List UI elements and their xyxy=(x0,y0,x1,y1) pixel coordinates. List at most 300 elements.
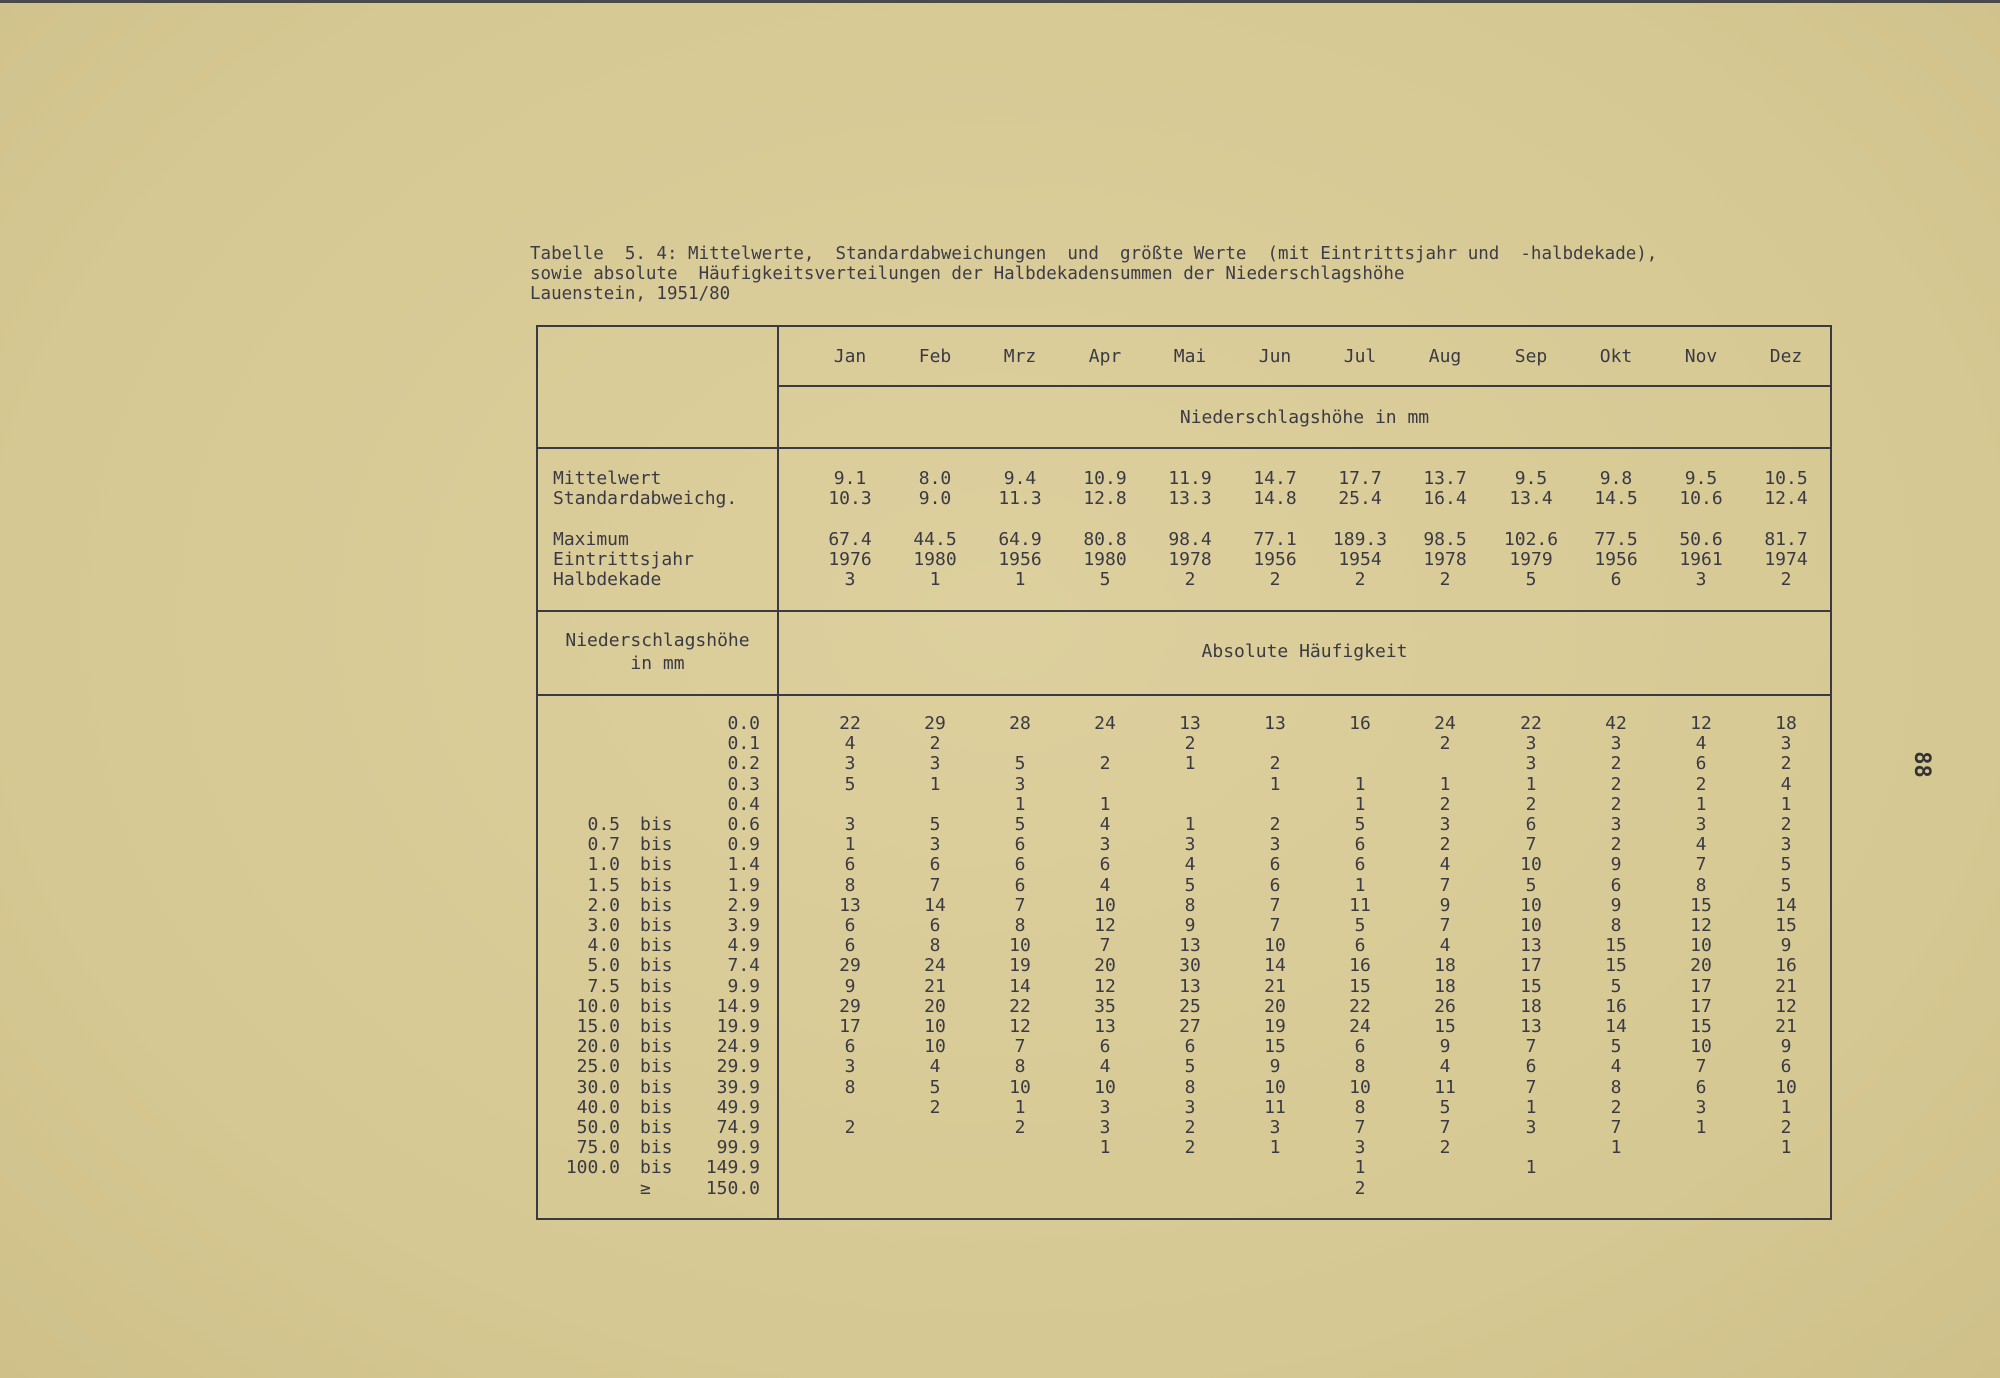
class-upper: 0.2 xyxy=(727,753,760,774)
freq-cell-sep: 10 xyxy=(1520,915,1542,936)
freq-cell-mai: 2 xyxy=(1184,1117,1196,1138)
freq-cell-mai: 8 xyxy=(1184,895,1196,916)
class-bis: bis xyxy=(640,1157,673,1178)
freq-cell-aug: 2 xyxy=(1439,1137,1451,1158)
class-upper: 150.0 xyxy=(705,1178,760,1199)
freq-cell-mrz: 12 xyxy=(1009,1016,1031,1037)
month-header-sep: Sep xyxy=(1514,346,1548,367)
freq-cell-apr: 12 xyxy=(1094,976,1116,997)
mittelwert-label: Mittelwert xyxy=(553,468,662,489)
stat-mittelwert-sep: 9.5 xyxy=(1514,468,1548,489)
stat-mittelwert-aug: 13.7 xyxy=(1423,468,1467,489)
freq-cell-dez: 1 xyxy=(1780,1137,1792,1158)
stat-std-okt: 14.5 xyxy=(1594,488,1638,509)
freq-cell-jul: 16 xyxy=(1349,955,1371,976)
class-upper: 0.6 xyxy=(727,814,760,835)
freq-cell-jun: 6 xyxy=(1269,875,1281,896)
freq-cell-jun: 10 xyxy=(1264,1077,1286,1098)
freq-cell-jan: 17 xyxy=(839,1016,861,1037)
freq-cell-sep: 18 xyxy=(1520,996,1542,1017)
stat-max-dez: 81.7 xyxy=(1764,529,1808,550)
freq-cell-dez: 3 xyxy=(1780,834,1792,855)
freq-cell-sep: 6 xyxy=(1525,1056,1537,1077)
class-lower: 1.0 xyxy=(587,854,620,875)
class-bis: bis xyxy=(640,955,673,976)
freq-cell-jun: 13 xyxy=(1264,713,1286,734)
month-header-okt: Okt xyxy=(1599,346,1633,367)
freq-cell-sep: 1 xyxy=(1525,774,1537,795)
stat-std-mrz: 11.3 xyxy=(998,488,1042,509)
freq-cell-feb: 1 xyxy=(929,774,941,795)
freq-cell-feb: 7 xyxy=(929,875,941,896)
freq-cell-okt: 3 xyxy=(1610,733,1622,754)
freq-cell-mrz: 8 xyxy=(1014,915,1026,936)
freq-cell-aug: 26 xyxy=(1434,996,1456,1017)
freq-cell-jan: 3 xyxy=(844,1056,856,1077)
freq-cell-sep: 7 xyxy=(1525,1036,1537,1057)
freq-cell-sep: 22 xyxy=(1520,713,1542,734)
freq-cell-mrz: 7 xyxy=(1014,895,1026,916)
freq-cell-dez: 1 xyxy=(1780,794,1792,815)
stat-max-nov: 50.6 xyxy=(1679,529,1723,550)
stat-std-mai: 13.3 xyxy=(1168,488,1212,509)
freq-cell-mrz: 5 xyxy=(1014,753,1026,774)
rule-right xyxy=(1830,325,1832,1220)
stat-std-aug: 16.4 xyxy=(1423,488,1467,509)
class-lower: 100.0 xyxy=(565,1157,620,1178)
freq-cell-feb: 20 xyxy=(924,996,946,1017)
freq-cell-jun: 10 xyxy=(1264,935,1286,956)
freq-cell-jun: 9 xyxy=(1269,1056,1281,1077)
rule-bottom xyxy=(536,1218,1832,1220)
rule-under-stats xyxy=(536,610,1832,612)
stat-hd-feb: 1 xyxy=(929,569,941,590)
freq-cell-apr: 13 xyxy=(1094,1016,1116,1037)
freq-cell-nov: 6 xyxy=(1695,753,1707,774)
class-bis: bis xyxy=(640,996,673,1017)
freq-cell-okt: 15 xyxy=(1605,935,1627,956)
freq-cell-feb: 10 xyxy=(924,1016,946,1037)
freq-cell-apr: 6 xyxy=(1099,1036,1111,1057)
stat-jahr-feb: 1980 xyxy=(913,549,957,570)
freq-cell-aug: 1 xyxy=(1439,774,1451,795)
stat-mittelwert-nov: 9.5 xyxy=(1684,468,1718,489)
freq-cell-jun: 21 xyxy=(1264,976,1286,997)
class-bis: bis xyxy=(640,1117,673,1138)
freq-cell-mai: 25 xyxy=(1179,996,1201,1017)
freq-cell-sep: 10 xyxy=(1520,895,1542,916)
stat-jahr-okt: 1956 xyxy=(1594,549,1638,570)
freq-cell-nov: 3 xyxy=(1695,814,1707,835)
page-number: 88 xyxy=(1908,751,1934,778)
class-bis: bis xyxy=(640,915,673,936)
freq-cell-okt: 14 xyxy=(1605,1016,1627,1037)
freq-cell-sep: 13 xyxy=(1520,1016,1542,1037)
freq-cell-mai: 13 xyxy=(1179,935,1201,956)
freq-cell-jan: 6 xyxy=(844,1036,856,1057)
freq-cell-jun: 15 xyxy=(1264,1036,1286,1057)
freq-cell-jun: 3 xyxy=(1269,1117,1281,1138)
freq-cell-dez: 21 xyxy=(1775,1016,1797,1037)
freq-cell-jun: 19 xyxy=(1264,1016,1286,1037)
freq-cell-nov: 1 xyxy=(1695,794,1707,815)
freq-cell-feb: 6 xyxy=(929,915,941,936)
stat-std-sep: 13.4 xyxy=(1509,488,1553,509)
freq-cell-jul: 8 xyxy=(1354,1056,1366,1077)
class-upper: 99.9 xyxy=(716,1137,760,1158)
stat-mittelwert-dez: 10.5 xyxy=(1764,468,1808,489)
stat-max-jan: 67.4 xyxy=(828,529,872,550)
freq-cell-feb: 2 xyxy=(929,733,941,754)
rule-under-freq-header xyxy=(536,694,1832,696)
stat-std-jun: 14.8 xyxy=(1253,488,1297,509)
freq-cell-mrz: 1 xyxy=(1014,794,1026,815)
class-upper: 149.9 xyxy=(705,1157,760,1178)
freq-cell-mai: 2 xyxy=(1184,1137,1196,1158)
rule-divider xyxy=(777,325,779,1220)
freq-cell-dez: 1 xyxy=(1780,1097,1792,1118)
freq-cell-aug: 4 xyxy=(1439,935,1451,956)
freq-cell-okt: 2 xyxy=(1610,1097,1622,1118)
class-lower: 2.0 xyxy=(587,895,620,916)
rule-left xyxy=(536,325,538,1220)
class-upper: 0.3 xyxy=(727,774,760,795)
stat-jahr-dez: 1974 xyxy=(1764,549,1808,570)
freq-cell-mrz: 10 xyxy=(1009,935,1031,956)
freq-cell-jul: 7 xyxy=(1354,1117,1366,1138)
freq-cell-jun: 20 xyxy=(1264,996,1286,1017)
freq-cell-jul: 1 xyxy=(1354,875,1366,896)
freq-cell-mai: 4 xyxy=(1184,854,1196,875)
freq-cell-feb: 4 xyxy=(929,1056,941,1077)
freq-cell-mrz: 6 xyxy=(1014,834,1026,855)
class-bis: bis xyxy=(640,895,673,916)
freq-cell-nov: 12 xyxy=(1690,713,1712,734)
class-upper: 49.9 xyxy=(716,1097,760,1118)
freq-cell-jan: 13 xyxy=(839,895,861,916)
class-bis: bis xyxy=(640,814,673,835)
stat-hd-jun: 2 xyxy=(1269,569,1281,590)
class-bis: bis xyxy=(640,834,673,855)
freq-cell-feb: 5 xyxy=(929,1077,941,1098)
class-bis: bis xyxy=(640,1137,673,1158)
class-lower: 7.5 xyxy=(587,976,620,997)
freq-cell-jun: 7 xyxy=(1269,915,1281,936)
stat-std-dez: 12.4 xyxy=(1764,488,1808,509)
freq-cell-sep: 17 xyxy=(1520,955,1542,976)
freq-cell-nov: 3 xyxy=(1695,1097,1707,1118)
freq-cell-sep: 2 xyxy=(1525,794,1537,815)
stat-mittelwert-mai: 11.9 xyxy=(1168,468,1212,489)
freq-cell-jan: 5 xyxy=(844,774,856,795)
class-bis: bis xyxy=(640,1036,673,1057)
freq-cell-jan: 4 xyxy=(844,733,856,754)
freq-cell-dez: 15 xyxy=(1775,915,1797,936)
stat-hd-sep: 5 xyxy=(1525,569,1537,590)
freq-cell-okt: 9 xyxy=(1610,854,1622,875)
freq-cell-feb: 24 xyxy=(924,955,946,976)
freq-cell-okt: 5 xyxy=(1610,1036,1622,1057)
freq-cell-aug: 7 xyxy=(1439,915,1451,936)
freq-cell-nov: 6 xyxy=(1695,1077,1707,1098)
freq-header: Absolute Häufigkeit xyxy=(1201,641,1408,662)
class-lower: 25.0 xyxy=(576,1056,620,1077)
freq-cell-mrz: 1 xyxy=(1014,1097,1026,1118)
freq-cell-sep: 7 xyxy=(1525,834,1537,855)
class-upper: 9.9 xyxy=(727,976,760,997)
stat-max-jul: 189.3 xyxy=(1332,529,1388,550)
freq-cell-jun: 7 xyxy=(1269,895,1281,916)
freq-cell-jul: 11 xyxy=(1349,895,1371,916)
stat-std-jan: 10.3 xyxy=(828,488,872,509)
freq-cell-mrz: 14 xyxy=(1009,976,1031,997)
stat-max-sep: 102.6 xyxy=(1503,529,1559,550)
month-header-jun: Jun xyxy=(1258,346,1292,367)
class-bis: bis xyxy=(640,976,673,997)
stat-mittelwert-jul: 17.7 xyxy=(1338,468,1382,489)
max-label: Maximum xyxy=(553,529,629,550)
freq-cell-jun: 3 xyxy=(1269,834,1281,855)
rule-under-months xyxy=(779,385,1832,387)
class-lower: 40.0 xyxy=(576,1097,620,1118)
freq-cell-jan: 29 xyxy=(839,955,861,976)
freq-cell-okt: 8 xyxy=(1610,1077,1622,1098)
month-header-apr: Apr xyxy=(1088,346,1122,367)
stat-max-feb: 44.5 xyxy=(913,529,957,550)
freq-cell-apr: 4 xyxy=(1099,875,1111,896)
class-upper: 0.0 xyxy=(727,713,760,734)
freq-cell-feb: 3 xyxy=(929,834,941,855)
freq-cell-jun: 6 xyxy=(1269,854,1281,875)
freq-cell-jun: 11 xyxy=(1264,1097,1286,1118)
freq-cell-jul: 6 xyxy=(1354,1036,1366,1057)
freq-cell-mai: 27 xyxy=(1179,1016,1201,1037)
class-upper: 39.9 xyxy=(716,1077,760,1098)
freq-cell-jun: 2 xyxy=(1269,814,1281,835)
freq-cell-okt: 5 xyxy=(1610,976,1622,997)
stat-jahr-jun: 1956 xyxy=(1253,549,1297,570)
stat-jahr-jul: 1954 xyxy=(1338,549,1382,570)
std-label: Standardabweichg. xyxy=(553,488,738,509)
stat-std-nov: 10.6 xyxy=(1679,488,1723,509)
stat-jahr-aug: 1978 xyxy=(1423,549,1467,570)
freq-cell-mai: 13 xyxy=(1179,976,1201,997)
freq-header-left-1: Niederschlagshöhe xyxy=(565,630,750,651)
freq-cell-mai: 8 xyxy=(1184,1077,1196,1098)
freq-cell-aug: 7 xyxy=(1439,875,1451,896)
freq-cell-nov: 17 xyxy=(1690,996,1712,1017)
freq-cell-nov: 7 xyxy=(1695,854,1707,875)
freq-cell-feb: 2 xyxy=(929,1097,941,1118)
freq-cell-mrz: 3 xyxy=(1014,774,1026,795)
month-header-aug: Aug xyxy=(1428,346,1462,367)
freq-cell-dez: 5 xyxy=(1780,854,1792,875)
caption-line-2: sowie absolute Häufigkeitsverteilungen der Halbdekadensummen der Niederschlagshöhe xyxy=(530,264,1405,284)
freq-cell-okt: 9 xyxy=(1610,895,1622,916)
class-upper: 0.9 xyxy=(727,834,760,855)
class-lower: 0.5 xyxy=(587,814,620,835)
freq-cell-mrz: 7 xyxy=(1014,1036,1026,1057)
freq-cell-apr: 35 xyxy=(1094,996,1116,1017)
freq-cell-aug: 2 xyxy=(1439,834,1451,855)
class-bis: bis xyxy=(640,1077,673,1098)
freq-cell-feb: 21 xyxy=(924,976,946,997)
freq-cell-dez: 9 xyxy=(1780,1036,1792,1057)
class-upper: 14.9 xyxy=(716,996,760,1017)
stat-jahr-mrz: 1956 xyxy=(998,549,1042,570)
freq-cell-feb: 3 xyxy=(929,753,941,774)
freq-cell-jul: 3 xyxy=(1354,1137,1366,1158)
freq-cell-mai: 5 xyxy=(1184,1056,1196,1077)
month-header-mai: Mai xyxy=(1173,346,1207,367)
freq-cell-sep: 1 xyxy=(1525,1097,1537,1118)
freq-cell-aug: 4 xyxy=(1439,1056,1451,1077)
freq-cell-okt: 6 xyxy=(1610,875,1622,896)
freq-cell-okt: 2 xyxy=(1610,834,1622,855)
class-lower: 75.0 xyxy=(576,1137,620,1158)
class-bis: bis xyxy=(640,935,673,956)
freq-cell-apr: 12 xyxy=(1094,915,1116,936)
freq-cell-apr: 10 xyxy=(1094,1077,1116,1098)
freq-cell-dez: 2 xyxy=(1780,814,1792,835)
stat-hd-apr: 5 xyxy=(1099,569,1111,590)
freq-cell-nov: 7 xyxy=(1695,1056,1707,1077)
freq-cell-feb: 10 xyxy=(924,1036,946,1057)
freq-cell-apr: 3 xyxy=(1099,1117,1111,1138)
freq-cell-jul: 16 xyxy=(1349,713,1371,734)
freq-cell-nov: 10 xyxy=(1690,935,1712,956)
class-bis: bis xyxy=(640,1056,673,1077)
freq-cell-feb: 6 xyxy=(929,854,941,875)
freq-cell-sep: 5 xyxy=(1525,875,1537,896)
stat-std-jul: 25.4 xyxy=(1338,488,1382,509)
month-header-mrz: Mrz xyxy=(1003,346,1037,367)
freq-cell-sep: 10 xyxy=(1520,854,1542,875)
stat-mittelwert-jan: 9.1 xyxy=(833,468,867,489)
freq-cell-mrz: 6 xyxy=(1014,854,1026,875)
stat-jahr-sep: 1979 xyxy=(1509,549,1553,570)
freq-cell-dez: 21 xyxy=(1775,976,1797,997)
class-upper: 19.9 xyxy=(716,1016,760,1037)
freq-cell-okt: 16 xyxy=(1605,996,1627,1017)
freq-cell-dez: 6 xyxy=(1780,1056,1792,1077)
freq-cell-nov: 2 xyxy=(1695,774,1707,795)
freq-cell-jul: 15 xyxy=(1349,976,1371,997)
class-bis: bis xyxy=(640,854,673,875)
freq-cell-mai: 9 xyxy=(1184,915,1196,936)
freq-cell-jul: 24 xyxy=(1349,1016,1371,1037)
class-bis: bis xyxy=(640,1097,673,1118)
stat-hd-nov: 3 xyxy=(1695,569,1707,590)
freq-cell-mrz: 10 xyxy=(1009,1077,1031,1098)
freq-cell-sep: 7 xyxy=(1525,1077,1537,1098)
freq-cell-aug: 5 xyxy=(1439,1097,1451,1118)
freq-cell-mrz: 8 xyxy=(1014,1056,1026,1077)
stat-mittelwert-apr: 10.9 xyxy=(1083,468,1127,489)
rule-top xyxy=(536,325,1832,327)
freq-cell-jun: 1 xyxy=(1269,1137,1281,1158)
stat-max-mai: 98.4 xyxy=(1168,529,1212,550)
freq-cell-okt: 7 xyxy=(1610,1117,1622,1138)
freq-cell-jan: 29 xyxy=(839,996,861,1017)
freq-header-left-2: in mm xyxy=(630,653,685,674)
freq-cell-apr: 7 xyxy=(1099,935,1111,956)
class-upper: 29.9 xyxy=(716,1056,760,1077)
freq-cell-mai: 2 xyxy=(1184,733,1196,754)
freq-cell-jan: 2 xyxy=(844,1117,856,1138)
freq-cell-mrz: 5 xyxy=(1014,814,1026,835)
class-lower: 30.0 xyxy=(576,1077,620,1098)
month-header-jan: Jan xyxy=(833,346,867,367)
class-upper: 2.9 xyxy=(727,895,760,916)
freq-cell-okt: 2 xyxy=(1610,774,1622,795)
class-bis: ≥ xyxy=(640,1178,651,1199)
freq-cell-aug: 18 xyxy=(1434,955,1456,976)
freq-cell-mrz: 6 xyxy=(1014,875,1026,896)
stat-mittelwert-feb: 8.0 xyxy=(918,468,952,489)
freq-cell-jul: 1 xyxy=(1354,1157,1366,1178)
freq-cell-sep: 15 xyxy=(1520,976,1542,997)
freq-cell-dez: 2 xyxy=(1780,1117,1792,1138)
month-header-dez: Dez xyxy=(1769,346,1803,367)
jahr-label: Eintrittsjahr xyxy=(553,549,694,570)
freq-cell-mai: 5 xyxy=(1184,875,1196,896)
freq-cell-mrz: 2 xyxy=(1014,1117,1026,1138)
freq-cell-jul: 10 xyxy=(1349,1077,1371,1098)
freq-cell-mai: 1 xyxy=(1184,814,1196,835)
freq-cell-dez: 4 xyxy=(1780,774,1792,795)
freq-cell-jan: 1 xyxy=(844,834,856,855)
freq-cell-jul: 2 xyxy=(1354,1178,1366,1199)
class-lower: 5.0 xyxy=(587,955,620,976)
stat-mittelwert-okt: 9.8 xyxy=(1599,468,1633,489)
freq-cell-apr: 4 xyxy=(1099,814,1111,835)
freq-cell-jan: 8 xyxy=(844,1077,856,1098)
freq-cell-mai: 13 xyxy=(1179,713,1201,734)
stat-jahr-apr: 1980 xyxy=(1083,549,1127,570)
freq-cell-okt: 4 xyxy=(1610,1056,1622,1077)
freq-cell-okt: 2 xyxy=(1610,753,1622,774)
freq-cell-apr: 6 xyxy=(1099,854,1111,875)
freq-cell-mrz: 19 xyxy=(1009,955,1031,976)
month-header-nov: Nov xyxy=(1684,346,1718,367)
stat-max-okt: 77.5 xyxy=(1594,529,1638,550)
freq-cell-okt: 3 xyxy=(1610,814,1622,835)
freq-cell-feb: 14 xyxy=(924,895,946,916)
freq-cell-apr: 3 xyxy=(1099,834,1111,855)
freq-cell-aug: 24 xyxy=(1434,713,1456,734)
freq-cell-jan: 8 xyxy=(844,875,856,896)
freq-cell-apr: 1 xyxy=(1099,1137,1111,1158)
stat-jahr-nov: 1961 xyxy=(1679,549,1723,570)
stat-max-aug: 98.5 xyxy=(1423,529,1467,550)
freq-cell-apr: 4 xyxy=(1099,1056,1111,1077)
freq-cell-apr: 24 xyxy=(1094,713,1116,734)
freq-cell-mai: 3 xyxy=(1184,834,1196,855)
stat-hd-okt: 6 xyxy=(1610,569,1622,590)
freq-cell-dez: 10 xyxy=(1775,1077,1797,1098)
freq-cell-mai: 1 xyxy=(1184,753,1196,774)
freq-cell-jan: 6 xyxy=(844,935,856,956)
freq-cell-okt: 2 xyxy=(1610,794,1622,815)
freq-cell-nov: 10 xyxy=(1690,1036,1712,1057)
stat-hd-jan: 3 xyxy=(844,569,856,590)
freq-cell-feb: 5 xyxy=(929,814,941,835)
freq-cell-jul: 5 xyxy=(1354,915,1366,936)
class-lower: 15.0 xyxy=(576,1016,620,1037)
freq-cell-aug: 2 xyxy=(1439,794,1451,815)
class-lower: 3.0 xyxy=(587,915,620,936)
